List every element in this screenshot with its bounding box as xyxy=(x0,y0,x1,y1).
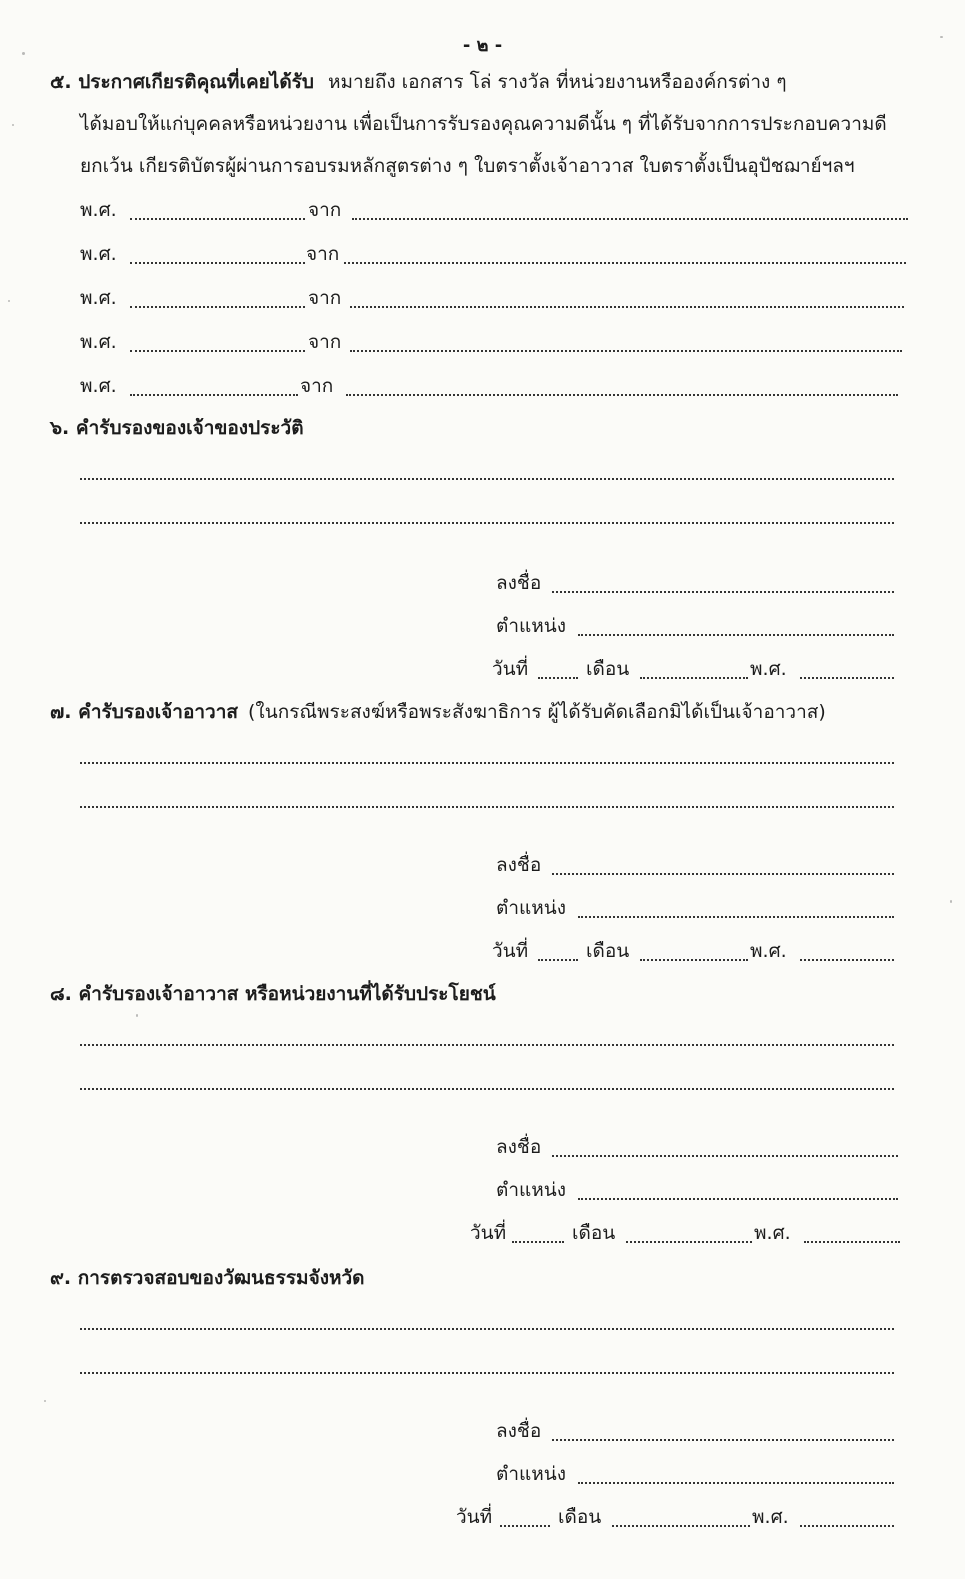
position-label: ตำแหน่ง xyxy=(496,615,567,637)
page-number: - ๒ - xyxy=(462,35,503,56)
award-from-field[interactable] xyxy=(350,350,902,352)
award-from-label: จาก xyxy=(308,199,342,221)
date-label: วันที่ xyxy=(456,1506,493,1528)
award-from-field[interactable] xyxy=(346,394,898,396)
scan-speck xyxy=(136,1014,138,1017)
statement-line[interactable] xyxy=(80,522,894,524)
section-5-desc-line2: ได้มอบให้แก่บุคคลหรือหน่วยงาน เพื่อเป็นการรับรองคุณความดีนั้น ๆ ที่ได้รับจากการประกอบความดี xyxy=(80,113,887,135)
scan-speck xyxy=(940,36,943,38)
section-7-title: ๗. คำรับรองเจ้าอาวาส xyxy=(50,701,238,723)
award-year-label: พ.ศ. xyxy=(80,375,117,397)
sign-field[interactable] xyxy=(552,873,894,875)
position-field[interactable] xyxy=(578,1482,894,1484)
statement-line[interactable] xyxy=(80,1044,894,1046)
scan-speck xyxy=(44,1400,46,1402)
sign-label: ลงชื่อ xyxy=(496,1420,542,1442)
month-label: เดือน xyxy=(572,1222,616,1244)
statement-line[interactable] xyxy=(80,762,894,764)
date-label: วันที่ xyxy=(470,1222,507,1244)
award-year-field[interactable] xyxy=(130,218,305,220)
year-field[interactable] xyxy=(800,959,894,961)
year-label: พ.ศ. xyxy=(752,1506,789,1528)
sign-field[interactable] xyxy=(552,1439,894,1441)
award-from-field[interactable] xyxy=(352,218,908,220)
statement-line[interactable] xyxy=(80,1088,894,1090)
award-year-label: พ.ศ. xyxy=(80,331,117,353)
month-label: เดือน xyxy=(586,940,630,962)
section-5-desc-line3: ยกเว้น เกียรติบัตรผู้ผ่านการอบรมหลักสูตรต่าง ๆ ใบตราตั้งเจ้าอาวาส ใบตราตั้งเป็นอุปัชฌาย์ฯลฯ xyxy=(80,155,855,177)
sign-field[interactable] xyxy=(552,591,894,593)
award-from-label: จาก xyxy=(308,331,342,353)
statement-line[interactable] xyxy=(80,1328,894,1330)
sign-label: ลงชื่อ xyxy=(496,572,542,594)
year-label: พ.ศ. xyxy=(754,1222,791,1244)
section-7-note: (ในกรณีพระสงฆ์หรือพระสังฆาธิการ ผู้ได้รับคัดเลือกมิได้เป็นเจ้าอาวาส) xyxy=(248,701,826,723)
section-5-title: ๕. ประกาศเกียรติคุณที่เคยได้รับ xyxy=(50,71,314,93)
award-from-label: จาก xyxy=(300,375,334,397)
award-year-field[interactable] xyxy=(130,350,305,352)
sign-field[interactable] xyxy=(552,1155,898,1157)
award-year-label: พ.ศ. xyxy=(80,287,117,309)
scan-speck xyxy=(8,300,10,302)
year-field[interactable] xyxy=(800,677,894,679)
sign-label: ลงชื่อ xyxy=(496,854,542,876)
month-field[interactable] xyxy=(640,677,748,679)
award-year-field[interactable] xyxy=(130,262,305,264)
award-year-field[interactable] xyxy=(130,306,305,308)
position-field[interactable] xyxy=(578,916,894,918)
year-field[interactable] xyxy=(804,1241,900,1243)
statement-line[interactable] xyxy=(80,806,894,808)
position-label: ตำแหน่ง xyxy=(496,897,567,919)
award-year-label: พ.ศ. xyxy=(80,199,117,221)
year-label: พ.ศ. xyxy=(750,658,787,680)
scan-speck xyxy=(12,124,14,126)
award-year-field[interactable] xyxy=(130,394,298,396)
statement-line[interactable] xyxy=(80,478,894,480)
award-from-label: จาก xyxy=(306,243,340,265)
position-field[interactable] xyxy=(578,1198,898,1200)
statement-line[interactable] xyxy=(80,1372,894,1374)
award-year-label: พ.ศ. xyxy=(80,243,117,265)
scan-speck xyxy=(950,900,952,903)
section-8-title: ๘. คำรับรองเจ้าอาวาส หรือหน่วยงานที่ได้รับประโยชน์ xyxy=(50,983,496,1005)
year-field[interactable] xyxy=(800,1525,894,1527)
month-label: เดือน xyxy=(586,658,630,680)
section-7-heading xyxy=(50,698,826,726)
section-5-heading xyxy=(50,68,787,96)
date-label: วันที่ xyxy=(492,940,529,962)
section-6-title: ๖. คำรับรองของเจ้าของประวัติ xyxy=(50,417,304,439)
award-from-field[interactable] xyxy=(344,262,906,264)
sign-label: ลงชื่อ xyxy=(496,1136,542,1158)
section-9-title: ๙. การตรวจสอบของวัฒนธรรมจังหวัด xyxy=(50,1267,365,1289)
month-label: เดือน xyxy=(558,1506,602,1528)
section-5-desc-line1: หมายถึง เอกสาร โล่ รางวัล ที่หน่วยงานหรือองค์กรต่าง ๆ xyxy=(328,71,787,93)
scan-speck xyxy=(22,52,25,55)
date-label: วันที่ xyxy=(492,658,529,680)
position-label: ตำแหน่ง xyxy=(496,1179,567,1201)
day-field[interactable] xyxy=(538,677,578,679)
month-field[interactable] xyxy=(626,1241,752,1243)
year-label: พ.ศ. xyxy=(750,940,787,962)
award-from-label: จาก xyxy=(308,287,342,309)
position-field[interactable] xyxy=(578,634,894,636)
day-field[interactable] xyxy=(538,959,578,961)
month-field[interactable] xyxy=(640,959,748,961)
award-from-field[interactable] xyxy=(350,306,904,308)
day-field[interactable] xyxy=(512,1241,564,1243)
month-field[interactable] xyxy=(612,1525,750,1527)
day-field[interactable] xyxy=(500,1525,550,1527)
position-label: ตำแหน่ง xyxy=(496,1463,567,1485)
